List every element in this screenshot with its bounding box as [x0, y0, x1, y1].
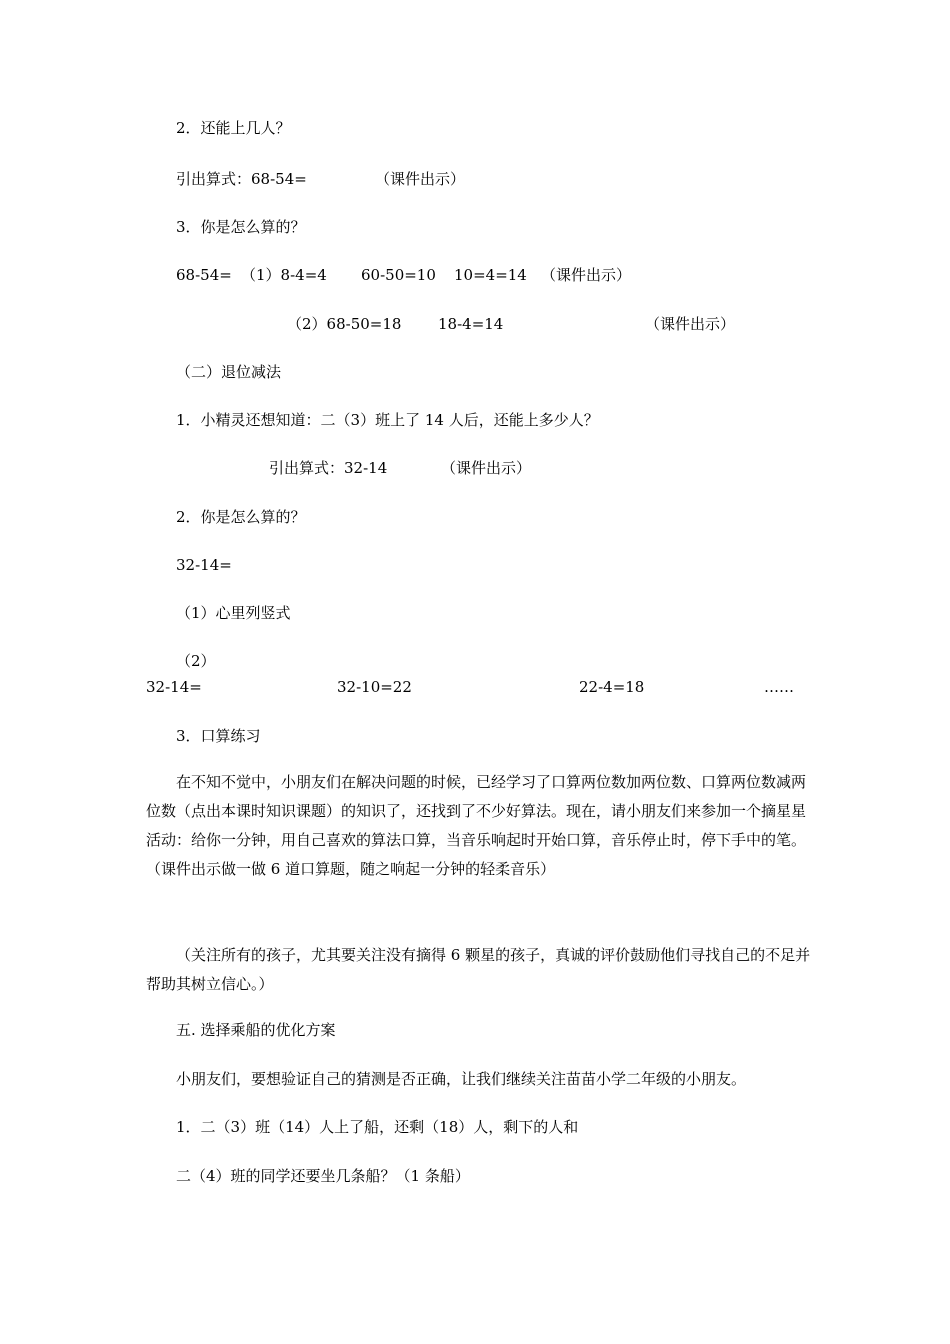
- item-1-boat: 1．二（3）班（14）人上了船，还剩（18）人，剩下的人和: [176, 1118, 579, 1136]
- method-2-step-2: 22-4=18: [579, 678, 645, 696]
- method-2-step-1: 32-10=22: [337, 678, 412, 696]
- section-heading: （二）退位减法: [176, 363, 282, 381]
- section-5-heading: 五. 选择乘船的优化方案: [176, 1021, 336, 1039]
- item-2-question: 2．你是怎么算的？: [176, 508, 306, 526]
- item-3-question: 3．你是怎么算的？: [176, 218, 306, 236]
- item-1-question: 1．小精灵还想知道：二（3）班上了 14 人后，还能上多少人？: [176, 411, 599, 429]
- calc-step-2: 60-50=10: [361, 266, 436, 284]
- formula-68-54: 引出算式：68-54=: [176, 170, 307, 188]
- item-3-heading: 3．口算练习: [176, 727, 261, 745]
- courseware-note: （课件出示）: [441, 459, 532, 477]
- calc-method-2-step: 18-4=14: [438, 315, 504, 333]
- courseware-note: （课件出示）: [375, 170, 466, 188]
- formula-line: 32-14=: [176, 556, 232, 574]
- item-2-question: 2．还能上几人？: [176, 119, 291, 137]
- paragraph-intro: 小朋友们，要想验证自己的猜测是否正确，让我们继续关注苗苗小学二年级的小朋友。: [176, 1070, 747, 1088]
- paragraph-note: （关注所有的孩子，尤其要关注没有摘得 6 颗星的孩子，真诚的评价鼓励他们寻找自己的不足并帮助其树立信心。）: [146, 946, 811, 993]
- method-2-formula: 32-14=: [146, 678, 202, 696]
- paragraph-activity: 在不知不觉中，小朋友们在解决问题的时候，已经学习了口算两位数加两位数、口算两位数减两位数（点出本课时知识课题）的知识了，还找到了不少好算法。现在，请小朋友们来参加一个摘星星活动：给你一分钟，用自己喜欢的算法口算，当音乐响起时开始口算，音乐停止时，停下手中的笔。（课件出示做一做 6 道口算题，随之响起一分钟的轻柔音乐）: [146, 773, 807, 878]
- calc-start: 68-54=: [176, 266, 232, 284]
- calc-step-3: 10=4=14: [454, 266, 527, 284]
- courseware-note: （课件出示）: [541, 266, 632, 284]
- method-2-label: （2）: [176, 652, 216, 670]
- courseware-note: （课件出示）: [645, 315, 736, 333]
- formula-32-14: 引出算式：32-14: [269, 459, 388, 477]
- item-1-boat-cont: 二（4）班的同学还要坐几条船？（1 条船）: [176, 1167, 470, 1185]
- calc-step-1: （1）8-4=4: [241, 266, 327, 284]
- method-1: （1）心里列竖式: [176, 604, 291, 622]
- calc-method-2: （2）68-50=18: [287, 315, 402, 333]
- ellipsis: ……: [764, 678, 794, 696]
